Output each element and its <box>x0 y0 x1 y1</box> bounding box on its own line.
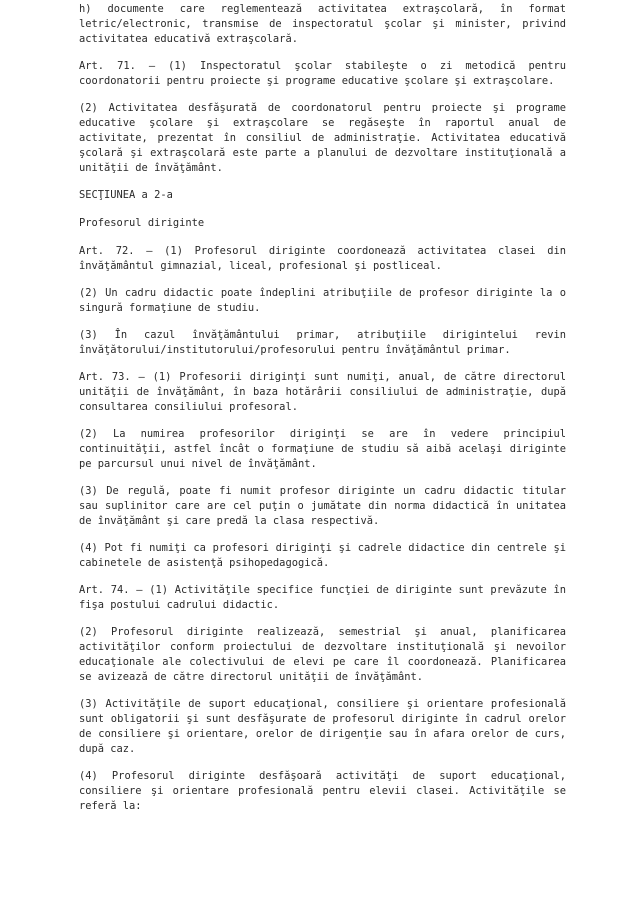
paragraph-art-71-1: Art. 71. — (1) Inspectoratul şcolar stabileşte o zi metodică pentru coordonatorii pentru proiecte şi programe educative şcolare şi extraşcolare. <box>79 60 566 87</box>
paragraph-art-72-1: Art. 72. — (1) Profesorul diriginte coordonează activitatea clasei din învăţământul gimnazial, liceal, profesional şi postliceal. <box>79 245 566 272</box>
paragraph-art-71-2: (2) Activitatea desfăşurată de coordonatorul pentru proiecte şi programe educative şcolare şi extraşcolare se regăseşte în raportul anual de activitate, prezentat în consiliul de administraţie. Activitatea educativă şcolară şi extraşcolară este parte a planului de dezvoltare instituţională a unităţii de învăţământ. <box>79 102 566 174</box>
paragraph-art-73-1: Art. 73. — (1) Profesorii diriginţi sunt numiţi, anual, de către directorul unităţii de învăţământ, în baza hotărârii consiliului de administraţie, după consultarea consiliului profesoral. <box>79 371 566 413</box>
paragraph-art-72-2: (2) Un cadru didactic poate îndeplini atribuţiile de profesor diriginte la o singură formaţiune de studiu. <box>79 287 566 314</box>
document-body <box>79 0 566 826</box>
paragraph-art-74-4: (4) Profesorul diriginte desfăşoară activităţi de suport educaţional, consiliere şi orientare profesională pentru elevii clasei. Activităţile se referă la: <box>79 770 566 812</box>
paragraph-art-73-4: (4) Pot fi numiţi ca profesori diriginţi şi cadrele didactice din centrele şi cabinetele de asistenţă psihopedagogică. <box>79 542 566 569</box>
paragraph-art-74-1: Art. 74. — (1) Activităţile specifice funcţiei de diriginte sunt prevăzute în fişa postului cadrului didactic. <box>79 584 566 611</box>
paragraph-h-documente: h) documente care reglementează activitatea extraşcolară, în format letric/electronic, transmise de inspectoratul şcolar şi minister, privind activitatea educativă extraşcolară. <box>79 3 566 45</box>
paragraph-art-73-2: (2) La numirea profesorilor diriginţi se are în vedere principiul continuităţii, astfel încât o formaţiune de studiu să aibă acelaşi diriginte pe parcursul unui nivel de învăţământ. <box>79 428 566 470</box>
paragraph-art-74-3: (3) Activităţile de suport educaţional, consiliere şi orientare profesională sunt obligatorii şi sunt desfăşurate de profesorul diriginte în cadrul orelor de consiliere şi orientare, orelor de dirigenţie sau în afara orelor de curs, după caz. <box>79 698 566 755</box>
section-title: Profesorul diriginte <box>79 217 205 229</box>
section-heading: SECŢIUNEA a 2-a <box>79 189 173 201</box>
paragraph-art-72-3: (3) În cazul învăţământului primar, atribuţiile dirigintelui revin învăţătorului/institutorului/profesorului pentru învăţământul primar. <box>79 329 566 356</box>
paragraph-art-74-2: (2) Profesorul diriginte realizează, semestrial şi anual, planificarea activităţilor conform proiectului de dezvoltare instituţională şi nevoilor educaţionale ale colectivului de elevi pe care îl coordonează. Planificarea se avizează de către directorul unităţii de învăţământ. <box>79 626 566 683</box>
paragraph-art-73-3: (3) De regulă, poate fi numit profesor diriginte un cadru didactic titular sau suplinitor care are cel puţin o jumătate din norma didactică în unitatea de învăţământ şi care predă la clasa respectivă. <box>79 485 566 527</box>
